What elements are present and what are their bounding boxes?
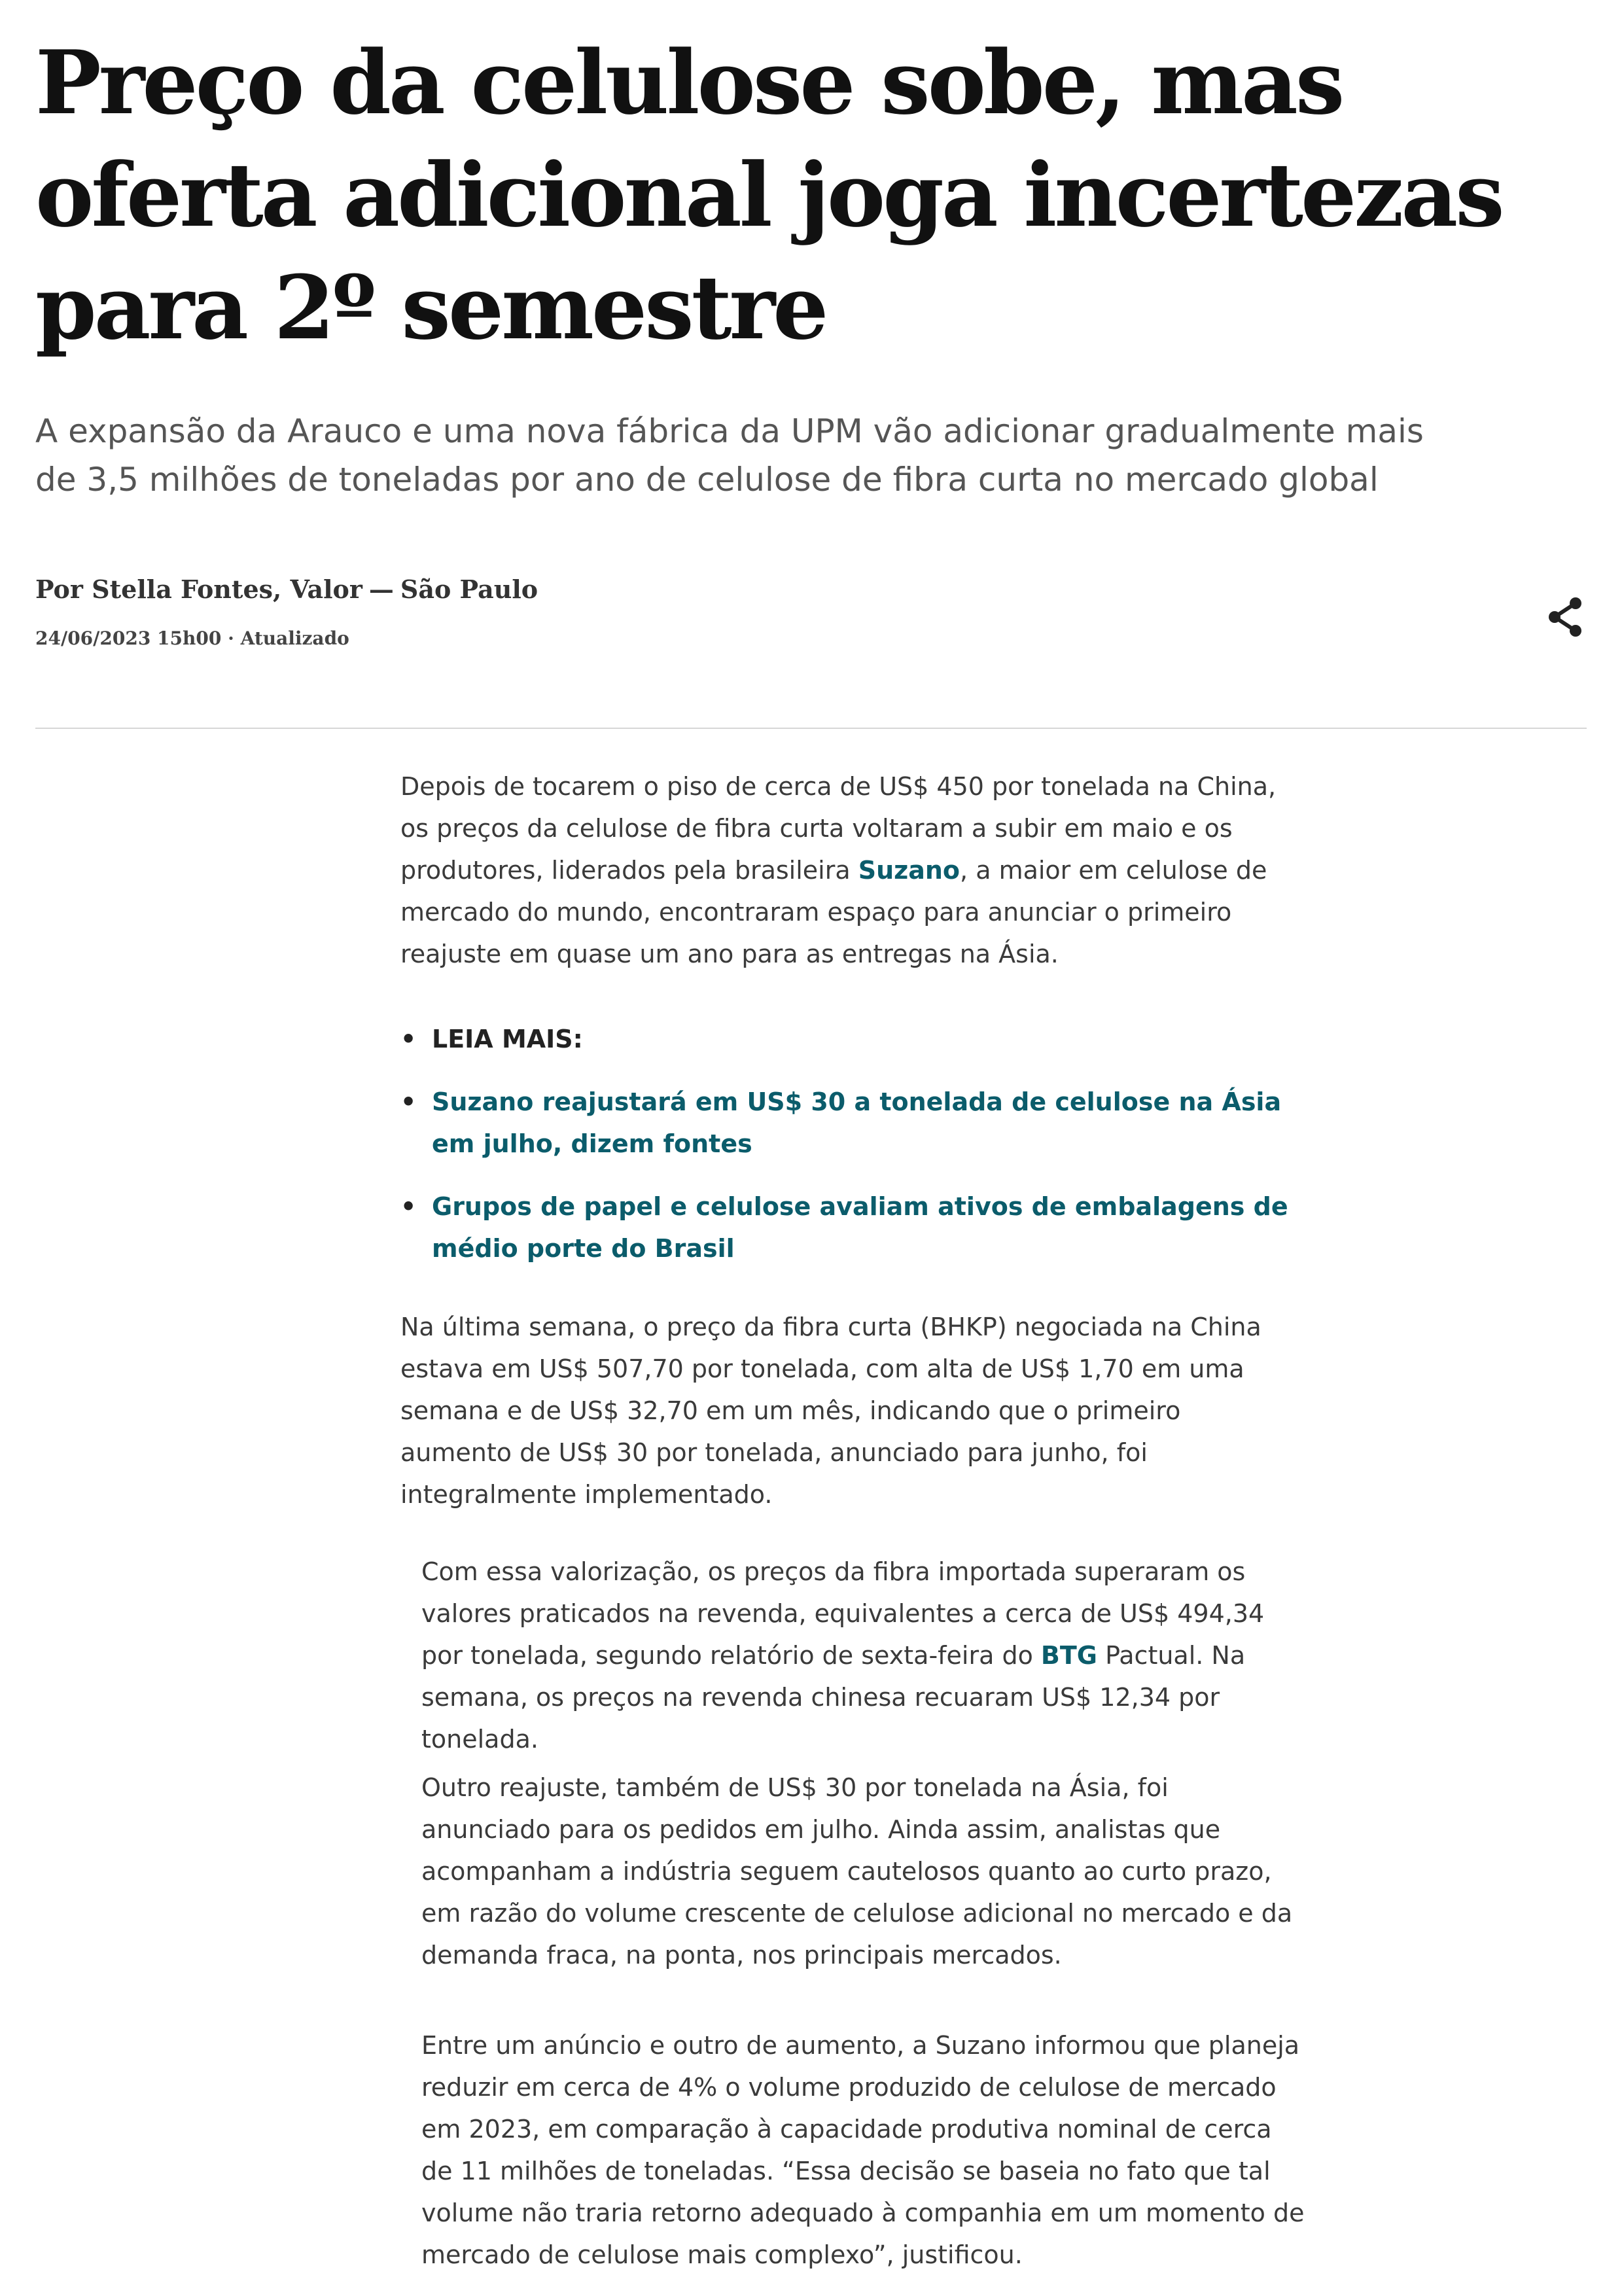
byline-location: São Paulo — [400, 574, 538, 604]
byline-author[interactable]: Por Stella Fontes, Valor — [35, 574, 362, 604]
read-more-label-item — [400, 1018, 1316, 1060]
read-more-label: LEIA MAIS: — [432, 1025, 583, 1053]
link-btg[interactable]: BTG — [1040, 1641, 1097, 1670]
header-divider — [35, 728, 1587, 729]
read-more-item — [400, 1186, 1316, 1269]
read-more-item — [400, 1081, 1316, 1165]
byline-separator: — — [368, 574, 394, 604]
read-more-list — [400, 1018, 1316, 1269]
paragraph-1-text-b: , a maior em celulose de mercado do mundo, encontraram espaço para anunciar o primeiro reajuste em quase um ano para as entregas na Ásia. — [400, 856, 1267, 968]
publish-date: 24/06/2023 15h00 · Atualizado — [35, 627, 349, 649]
paragraph-2: Na última semana, o preço da fibra curta (BHKP) negociada na China estava em US$ 507,70 por tonelada, com alta de US$ 1,70 em uma semana e de US$ 32,70 em um mês, indicando que o primeiro aumento de US$ 30 por tonelada, anunciado para junho, foi integralmente implementado. — [400, 1313, 1261, 1509]
paragraph-3 — [421, 1551, 1305, 1760]
paragraph-1-text-a: Depois de tocarem o piso de cerca de US$ 450 por tonelada na China, os preços da celulose de fibra curta voltaram a subir em maio e os produtores, liderados pela brasileira — [400, 772, 1277, 885]
read-more-link-1[interactable]: Suzano reajustará em US$ 30 a tonelada de celulose na Ásia em julho, dizem fontes — [432, 1087, 1282, 1158]
share-icon — [1544, 594, 1587, 640]
byline — [35, 573, 538, 606]
paragraph-1 — [400, 766, 1303, 975]
link-suzano[interactable]: Suzano — [858, 856, 961, 885]
read-more-link-2[interactable]: Grupos de papel e celulose avaliam ativos de embalagens de médio porte do Brasil — [432, 1192, 1288, 1263]
paragraph-3-text-b: Pactual. Na semana, os preços na revenda chinesa recuaram US$ 12,34 por tonelada. — [421, 1641, 1246, 1754]
paragraph-5: Entre um anúncio e outro de aumento, a Suzano informou que planeja reduzir em cerca de 4% o volume produzido de celulose de mercado em 2023, em comparação à capacidade produtiva nominal de cerca de 11 milhões de toneladas. “Essa decisão se baseia no fato que tal volume não traria retorno adequado à companhia em um momento de mercado de celulose mais complexo”, justificou. — [421, 2031, 1305, 2269]
article-headline: Preço da celulose sobe, mas oferta adicional joga incertezas para 2º semestre — [35, 31, 1502, 359]
paragraph-4: Outro reajuste, também de US$ 30 por tonelada na Ásia, foi anunciado para os pedidos em julho. Ainda assim, analistas que acompanham a indústria seguem cautelosos quanto ao curto prazo, em razão do volume crescente de celulose adicional no mercado e da demanda fraca, na ponta, nos principais mercados. — [421, 1773, 1293, 1969]
paragraph-3-text-a: Com essa valorização, os preços da fibra importada superaram os valores praticados na revenda, equivalentes a cerca de US$ 494,34 por tonelada, segundo relatório de sexta-feira do — [421, 1557, 1265, 1670]
share-button[interactable] — [1544, 594, 1587, 640]
article-subtitle: A expansão da Arauco e uma nova fábrica da UPM vão adicionar gradualmente mais de 3,5 milhões de toneladas por ano de celulose de fibra curta no mercado global — [35, 412, 1424, 499]
